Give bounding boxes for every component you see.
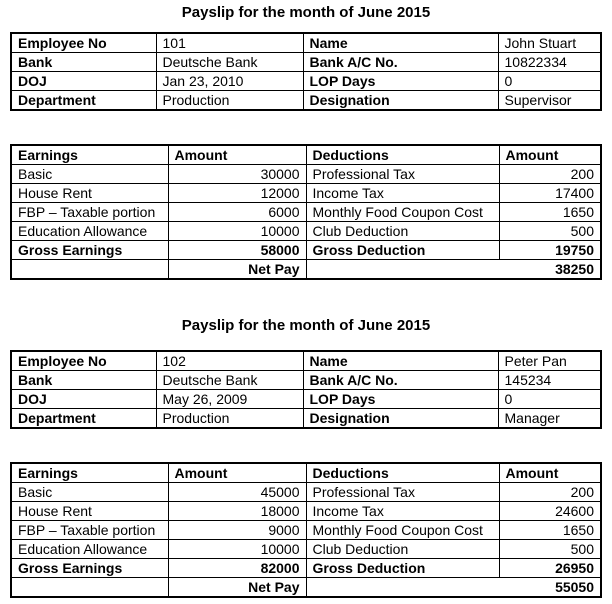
table-row	[11, 390, 601, 409]
info-value: Manager	[498, 409, 601, 429]
column-header-earnings: Earnings	[11, 463, 168, 483]
gross-earnings-amount: 58000	[168, 241, 306, 260]
earning-amount: 10000	[168, 540, 306, 559]
column-header-deductions-amount: Amount	[499, 145, 601, 165]
table-header-row	[11, 145, 601, 165]
net-pay-spacer	[11, 260, 168, 280]
info-value: 0	[498, 72, 601, 91]
earning-name: FBP – Taxable portion	[11, 203, 168, 222]
info-value: Jan 23, 2010	[156, 72, 303, 91]
info-label: Designation	[303, 91, 498, 111]
table-row	[11, 184, 601, 203]
gross-earnings-amount: 82000	[168, 559, 306, 578]
table-row	[11, 521, 601, 540]
info-label: Employee No	[11, 33, 156, 53]
deduction-amount: 24600	[499, 502, 601, 521]
earning-amount: 6000	[168, 203, 306, 222]
table-row	[11, 203, 601, 222]
earning-amount: 12000	[168, 184, 306, 203]
deduction-name: Income Tax	[306, 502, 499, 521]
net-pay-row	[11, 260, 601, 280]
column-header-deductions: Deductions	[306, 145, 499, 165]
info-value: Production	[156, 91, 303, 111]
earning-amount: 10000	[168, 222, 306, 241]
deduction-amount: 500	[499, 540, 601, 559]
gross-earnings-label: Gross Earnings	[11, 559, 168, 578]
table-row	[11, 409, 601, 429]
info-value: John Stuart	[498, 33, 601, 53]
earning-amount: 9000	[168, 521, 306, 540]
deduction-amount: 200	[499, 483, 601, 502]
table-row	[11, 540, 601, 559]
info-label: DOJ	[11, 390, 156, 409]
deduction-name: Monthly Food Coupon Cost	[306, 521, 499, 540]
net-pay-row	[11, 578, 601, 598]
earning-name: Basic	[11, 165, 168, 184]
employee-info-table	[10, 32, 602, 111]
employee-info-table	[10, 350, 602, 429]
info-label: Designation	[303, 409, 498, 429]
deduction-amount: 17400	[499, 184, 601, 203]
gross-deduction-amount: 19750	[499, 241, 601, 260]
table-row	[11, 53, 601, 72]
table-header-row	[11, 463, 601, 483]
earning-name: Basic	[11, 483, 168, 502]
info-value: Production	[156, 409, 303, 429]
info-value: 101	[156, 33, 303, 53]
gross-totals-row	[11, 559, 601, 578]
column-header-earnings: Earnings	[11, 145, 168, 165]
net-pay-amount: 38250	[306, 260, 601, 280]
info-label: Bank A/C No.	[303, 371, 498, 390]
info-value: May 26, 2009	[156, 390, 303, 409]
payslip-section-2	[0, 318, 612, 598]
gross-deduction-amount: 26950	[499, 559, 601, 578]
table-row	[11, 72, 601, 91]
gross-deduction-label: Gross Deduction	[306, 559, 499, 578]
gross-totals-row	[11, 241, 601, 260]
earning-name: Education Allowance	[11, 540, 168, 559]
info-value: Peter Pan	[498, 351, 601, 371]
column-header-deductions-amount: Amount	[499, 463, 601, 483]
table-row	[11, 33, 601, 53]
info-value: 102	[156, 351, 303, 371]
info-label: Bank	[11, 371, 156, 390]
info-value: Deutsche Bank	[156, 53, 303, 72]
payslip-title: Payslip for the month of June 2015	[181, 4, 431, 21]
salary-table	[10, 462, 602, 598]
column-header-earnings-amount: Amount	[168, 463, 306, 483]
deduction-amount: 500	[499, 222, 601, 241]
info-label: LOP Days	[303, 72, 498, 91]
info-label: DOJ	[11, 72, 156, 91]
earning-name: Education Allowance	[11, 222, 168, 241]
gross-earnings-label: Gross Earnings	[11, 241, 168, 260]
info-label: Name	[303, 33, 498, 53]
gross-deduction-label: Gross Deduction	[306, 241, 499, 260]
table-row	[11, 483, 601, 502]
info-value: Deutsche Bank	[156, 371, 303, 390]
info-value: 0	[498, 390, 601, 409]
deduction-name: Professional Tax	[306, 165, 499, 184]
net-pay-amount: 55050	[306, 578, 601, 598]
deduction-amount: 1650	[499, 203, 601, 222]
net-pay-label: Net Pay	[168, 260, 306, 280]
earning-name: FBP – Taxable portion	[11, 521, 168, 540]
table-row	[11, 351, 601, 371]
earning-name: House Rent	[11, 184, 168, 203]
info-value: Supervisor	[498, 91, 601, 111]
payslip-section-1	[0, 0, 612, 280]
deduction-amount: 1650	[499, 521, 601, 540]
deduction-name: Income Tax	[306, 184, 499, 203]
column-header-earnings-amount: Amount	[168, 145, 306, 165]
deduction-amount: 200	[499, 165, 601, 184]
earning-name: House Rent	[11, 502, 168, 521]
deduction-name: Professional Tax	[306, 483, 499, 502]
table-row	[11, 91, 601, 111]
deduction-name: Club Deduction	[306, 540, 499, 559]
info-value: 10822334	[498, 53, 601, 72]
net-pay-spacer	[11, 578, 168, 598]
info-label: Bank A/C No.	[303, 53, 498, 72]
info-label: Bank	[11, 53, 156, 72]
salary-table	[10, 144, 602, 280]
column-header-deductions: Deductions	[306, 463, 499, 483]
earning-amount: 30000	[168, 165, 306, 184]
info-label: Department	[11, 91, 156, 111]
table-row	[11, 165, 601, 184]
info-label: Employee No	[11, 351, 156, 371]
table-row	[11, 502, 601, 521]
deduction-name: Club Deduction	[306, 222, 499, 241]
info-label: Name	[303, 351, 498, 371]
earning-amount: 45000	[168, 483, 306, 502]
deduction-name: Monthly Food Coupon Cost	[306, 203, 499, 222]
info-label: Department	[11, 409, 156, 429]
earning-amount: 18000	[168, 502, 306, 521]
table-row	[11, 371, 601, 390]
net-pay-label: Net Pay	[168, 578, 306, 598]
table-row	[11, 222, 601, 241]
info-label: LOP Days	[303, 390, 498, 409]
payslip-title: Payslip for the month of June 2015	[181, 317, 431, 334]
info-value: 145234	[498, 371, 601, 390]
